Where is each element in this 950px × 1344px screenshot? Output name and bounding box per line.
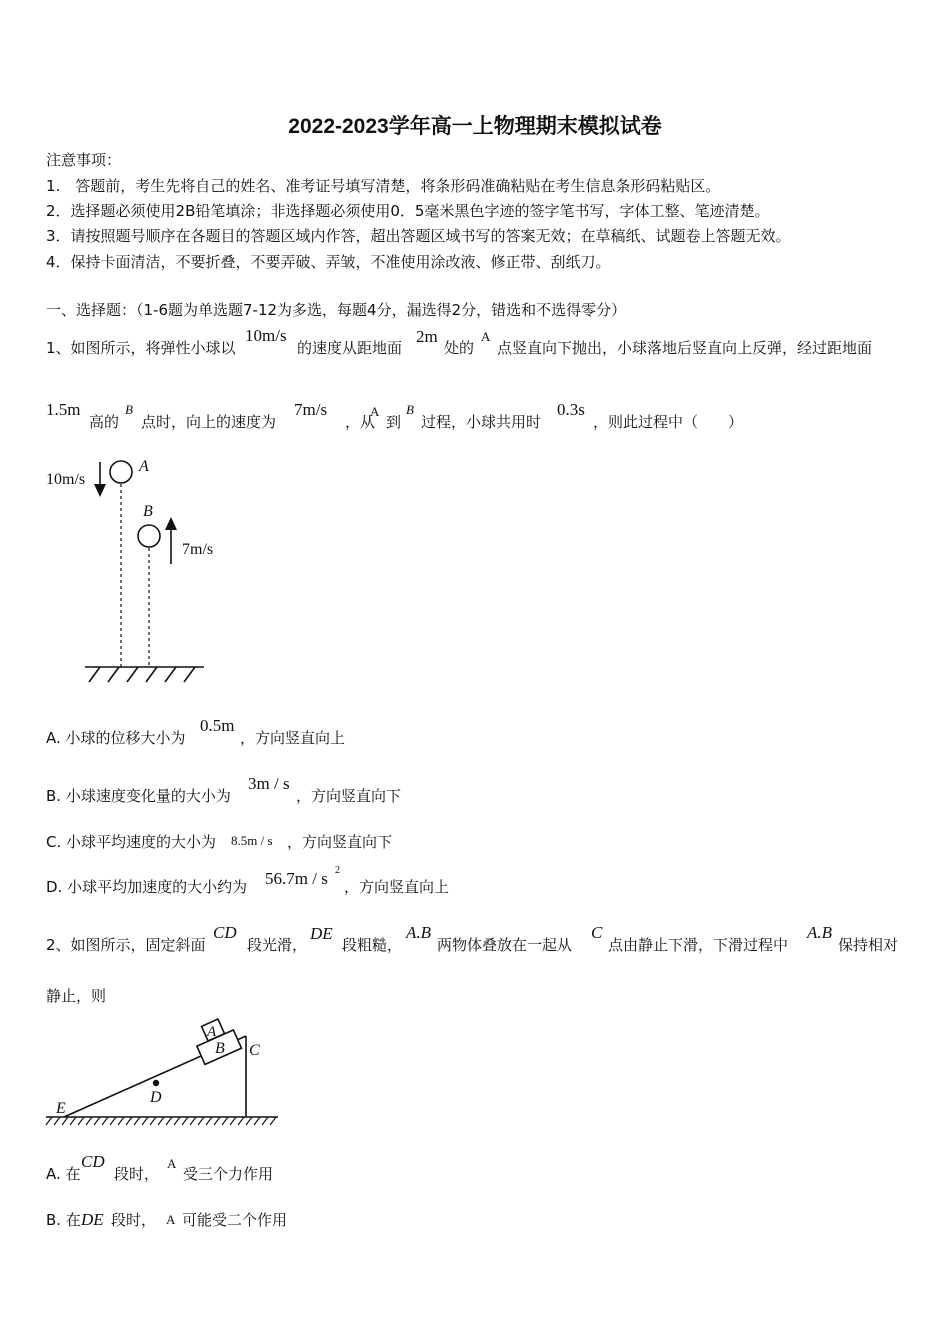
q1-option-d: D. 小球平均加速度的大小约为 [46,878,248,896]
q2-text: 点由静止下滑，下滑过程中 [608,936,789,954]
q1-figure-speed-up: 7m/s [182,541,214,558]
q1-up-arrow-head [165,517,177,530]
q1-option-a-value: 0.5m [200,716,235,735]
q2-option-a-tail: 受三个力作用 [183,1165,274,1183]
q2-figure-label-b: B [215,1040,225,1057]
q1-text: 的速度从距地面 [297,339,403,357]
q2-option-a-mid: 段时， [114,1165,160,1183]
q1-text: 处的 [444,339,475,357]
q2-option-b-segment: DE [81,1210,104,1229]
q2-segment-de: DE [310,924,333,943]
q2-option-b-tail: 可能受二个作用 [182,1211,288,1229]
q2-option-a: A. 在 [46,1165,81,1183]
q1-rebound-speed: 7m/s [294,400,328,419]
q1-option-a: A. 小球的位移大小为 [46,729,186,747]
q1-text: 点竖直向下抛出，小球落地后竖直向上反弹，经过距地面 [497,339,873,357]
q2-figure-label-d: D [150,1089,162,1106]
q2-text: 2、如图所示，固定斜面 [46,936,206,954]
q2-point-c: C [591,923,603,942]
q1-down-arrow-head [94,484,106,497]
q1-figure [0,440,260,690]
notice-item: 4．保持卡面清洁，不要折叠，不要弄破、弄皱，不准使用涂改液、修正带、刮纸刀。 [46,253,611,271]
notice-heading: 注意事项： [46,151,122,169]
q1-option-d-exponent: 2 [335,865,340,876]
q1-point-b: B [125,402,133,417]
q2-point-d-marker [153,1080,159,1086]
q1-text: 点时，向上的速度为 [141,413,277,431]
q1-option-a-tail: ，方向竖直向上 [240,729,346,747]
q2-objects-ab: A.B [807,923,833,942]
q2-option-b: B. 在 [46,1211,81,1229]
q2-text: 段粗糙， [342,936,403,954]
notice-item: 1. 答题前，考生先将自己的姓名、准考证号填写清楚，将条形码准确粘贴在考生信息条形码粘贴区。 [46,177,721,195]
q2-option-a-object: A [167,1156,177,1171]
q2-text: 静止，则 [46,987,107,1005]
q2-text: 保持相对 [838,936,899,954]
q1-text: ，则此过程中（ ） [593,413,744,431]
q2-option-b-object: A [166,1212,176,1227]
q1-figure-label-a: A [139,458,149,475]
q1-height-b: 1.5m [46,400,81,419]
q2-text: 段光滑， [247,936,308,954]
q1-option-b: B. 小球速度变化量的大小为 [46,787,231,805]
section-heading: 一、选择题：（1-6题为单选题7-12为多选，每题4分，漏选得2分，错选和不选得零分） [46,301,627,319]
q1-text: 1、如图所示，将弹性小球以 [46,339,236,357]
notice-item: 2．选择题必须使用2B铅笔填涂；非选择题必须使用0．5毫米黑色字迹的签字笔书写，字体工整、笔迹清楚。 [46,202,770,220]
q1-text: ，从 [345,413,376,431]
q1-figure-speed-down: 10m/s [46,471,86,488]
q1-time: 0.3s [557,400,585,419]
q1-option-b-value: 3m / s [248,774,290,793]
q1-ball-a [110,461,132,483]
q2-option-b-mid: 段时， [111,1211,157,1229]
q1-ball-b [138,525,160,547]
q1-ground-hatching [89,667,195,682]
q1-text: 过程，小球共用时 [421,413,542,431]
q1-text: 高的 [89,413,120,431]
q1-option-d-value: 56.7m / s [265,869,328,888]
notice-item: 3．请按照题号顺序在各题目的答题区域内作答，超出答题区域书写的答案无效；在草稿纸、试题卷上答题无效。 [46,227,791,245]
q2-text: 两物体叠放在一起从 [437,936,573,954]
q1-option-c: C. 小球平均速度的大小为 [46,833,217,851]
q1-initial-height: 2m [416,327,438,346]
q2-option-a-segment: CD [81,1152,105,1171]
q1-initial-speed: 10m/s [245,326,287,345]
q1-point-a: A [481,329,491,344]
q1-option-c-value: 8.5m / s [231,833,273,848]
q1-option-b-tail: ，方向竖直向下 [296,787,402,805]
q2-ground-hatching [46,1117,276,1125]
q2-figure-label-e: E [56,1100,66,1117]
page-title: 2022-2023学年高一上物理期末模拟试卷 [288,115,662,138]
q1-figure-label-b: B [143,503,153,520]
q1-text: 到 [386,413,402,431]
q1-option-c-tail: ，方向竖直向下 [287,833,393,851]
q1-point-a: A [370,404,380,419]
q2-objects-ab: A.B [406,923,432,942]
q2-figure-label-c: C [249,1042,260,1059]
q1-option-d-tail: ，方向竖直向上 [344,878,450,896]
q2-figure [0,1010,300,1135]
q1-point-b: B [406,402,414,417]
q2-figure-label-a: A [207,1024,217,1040]
q2-segment-cd: CD [213,923,237,942]
